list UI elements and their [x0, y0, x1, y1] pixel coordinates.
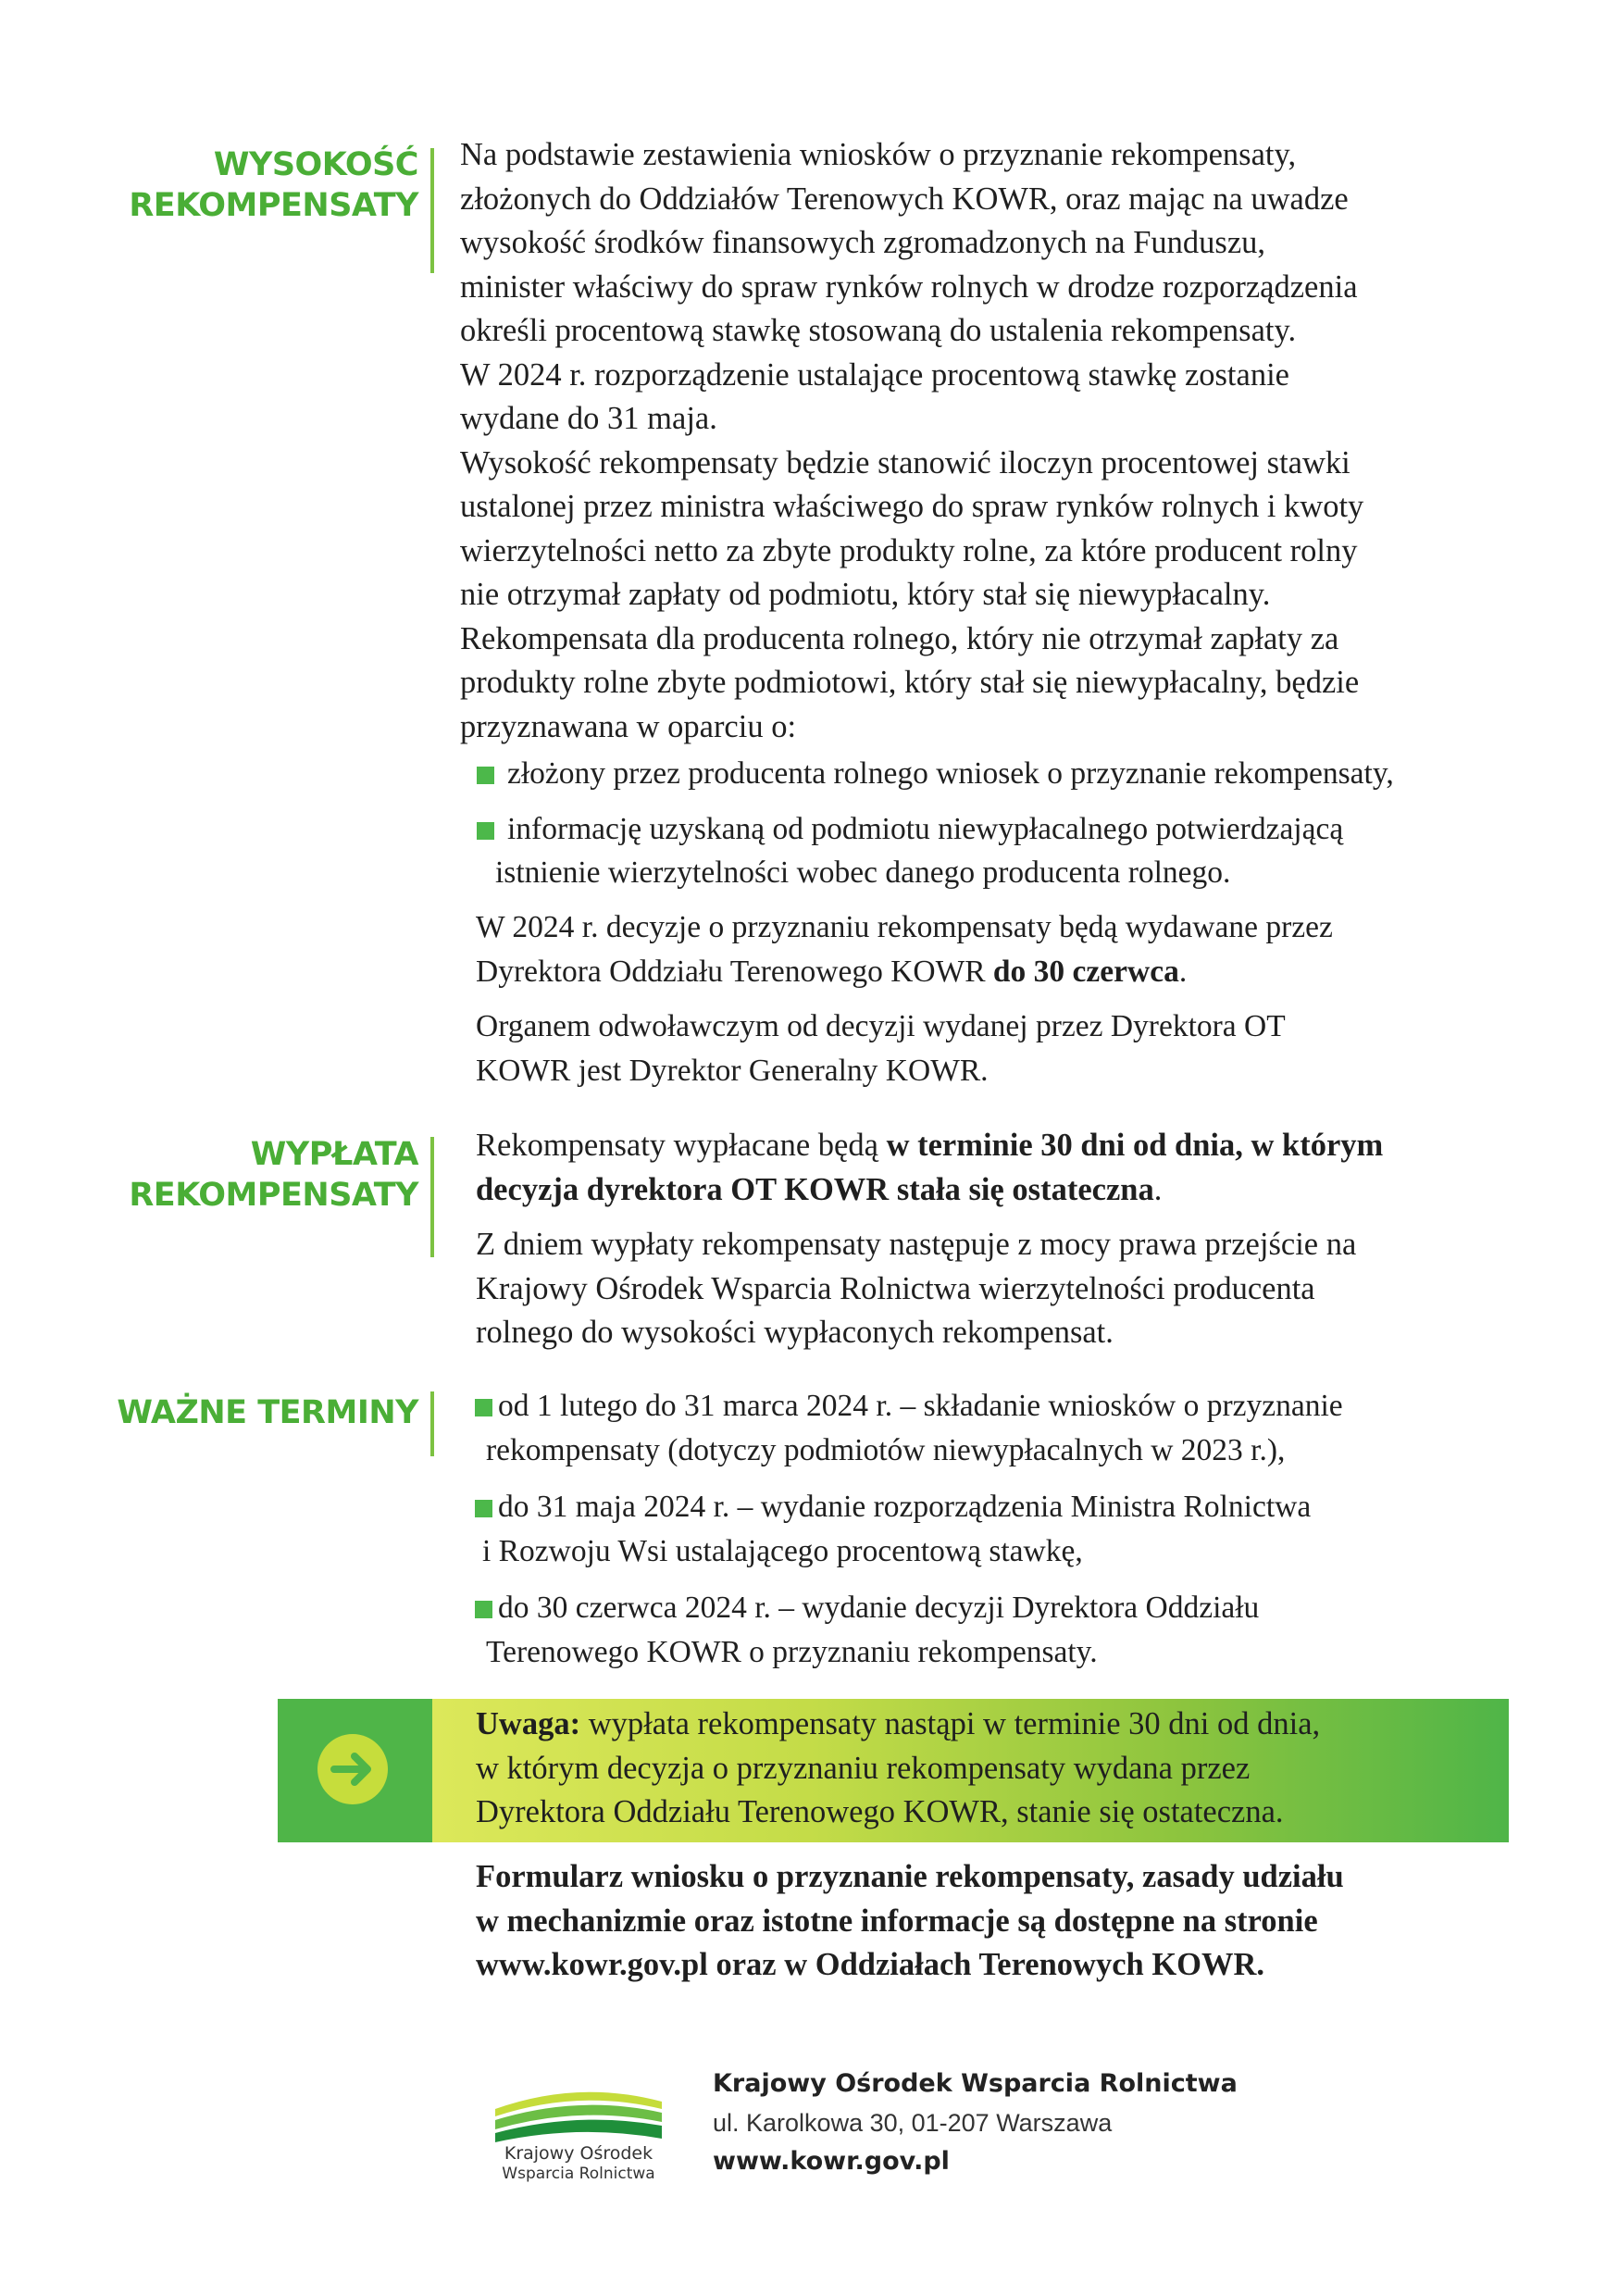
text-line: minister właściwy do spraw rynków rolnych w drodze rozporządzenia — [460, 268, 1358, 305]
section-divider — [430, 1137, 434, 1257]
bullet-square-icon — [477, 822, 494, 840]
section2-text — [476, 1124, 1503, 1355]
section1-text — [460, 133, 1486, 749]
list-item-text: od 1 lutego do 31 marca 2024 r. – składanie wniosków o przyznanie — [498, 1389, 1343, 1423]
text-line — [476, 1168, 1503, 1213]
bullet-list — [477, 752, 1504, 895]
list-item — [477, 752, 1504, 796]
notice-text — [476, 1703, 1503, 1835]
list-item-text: i Rozwoju Wsi ustalającego procentową stawkę, — [482, 1533, 1083, 1568]
text-line: rolnego do wysokości wypłaconych rekompensat. — [476, 1315, 1114, 1350]
text-line: Krajowy Ośrodek Wsparcia Rolnictwa wierzytelności producenta — [476, 1270, 1315, 1306]
arrow-right-circle-icon — [317, 1734, 388, 1804]
text-line: Na podstawie zestawienia wniosków o przyznanie rekompensaty, — [460, 137, 1297, 172]
list-item — [475, 1485, 1502, 1573]
list-item — [475, 1586, 1502, 1674]
text-line: W 2024 r. rozporządzenie ustalające procentową stawkę zostanie — [460, 356, 1289, 393]
section-divider — [430, 148, 434, 273]
deadlines-list — [475, 1384, 1502, 1674]
paragraph — [460, 442, 1486, 750]
bullet-square-icon — [477, 767, 494, 784]
text-span: . — [1178, 954, 1188, 989]
section-heading-wyplata — [129, 1134, 418, 1216]
text-line: wysokość środków finansowych zgromadzonych na Funduszu, — [460, 225, 1266, 260]
heading-line: WYPŁATA — [250, 1136, 418, 1173]
heading-line: REKOMPENSATY — [129, 187, 418, 224]
section1-decision-text — [476, 905, 1503, 1092]
list-item-text: informację uzyskaną od podmiotu niewypłacalnego potwierdzającą — [507, 811, 1344, 846]
website-link[interactable]: www.kowr.gov.pl — [713, 2147, 950, 2176]
footer-contact — [713, 2065, 1238, 2181]
list-item-text: istnienie wierzytelności wobec danego producenta rolnego. — [495, 855, 1231, 890]
text-line — [476, 1703, 1503, 1747]
notice-body — [432, 1699, 1509, 1842]
text-line: KOWR jest Dyrektor Generalny KOWR. — [476, 1053, 989, 1088]
section-heading-wysokosc — [129, 144, 418, 226]
heading-line: REKOMPENSATY — [129, 1177, 418, 1214]
deadline-bold: do 30 czerwca — [992, 954, 1179, 989]
text-span: wypłata rekompensaty nastąpi w terminie 30 dni od dnia, — [588, 1706, 1321, 1741]
text-line: wydane do 31 maja. — [460, 401, 717, 436]
text-span: Rekompensaty wypłacane będą — [476, 1128, 878, 1163]
text-line: Wysokość rekompensaty będzie stanowić iloczyn procentowej stawki — [460, 444, 1350, 480]
bullet-square-icon — [475, 1601, 492, 1618]
list-item-text: do 31 maja 2024 r. – wydanie rozporządzenia Ministra Rolnictwa — [498, 1490, 1312, 1524]
bullet-square-icon — [475, 1399, 492, 1416]
text-line: www.kowr.gov.pl oraz w Oddziałach Terenowych KOWR. — [476, 1947, 1265, 1982]
section-divider — [430, 1391, 434, 1456]
text-line: w mechanizmie oraz istotne informacje są dostępne na stronie — [476, 1903, 1318, 1939]
text-line: w którym decyzja o przyznaniu rekompensaty wydana przez — [476, 1750, 1251, 1786]
paragraph — [460, 133, 1486, 442]
closing-text — [476, 1855, 1503, 1988]
text-span: Dyrektora Oddziału Terenowego KOWR — [476, 954, 986, 989]
text-line: nie otrzymał zapłaty od podmiotu, który stał się niewypłacalny. — [460, 577, 1271, 612]
text-span: . — [1153, 1171, 1163, 1207]
text-line: W 2024 r. decyzje o przyznaniu rekompensaty będą wydawane przez — [476, 910, 1333, 944]
list-item-text: do 30 czerwca 2024 r. – wydanie decyzji Dyrektora Oddziału — [498, 1591, 1260, 1625]
list-item — [477, 807, 1504, 895]
section-heading-terminy — [117, 1392, 418, 1433]
organization-name: Krajowy Ośrodek Wsparcia Rolnictwa — [713, 2069, 1238, 2098]
text-bold: decyzja dyrektora OT KOWR stała się ostateczna — [476, 1171, 1154, 1207]
text-line: Organem odwoławczym od decyzji wydanej przez Dyrektora OT — [476, 1009, 1286, 1043]
heading-line: WAŻNE TERMINY — [117, 1394, 418, 1431]
list-item — [475, 1384, 1502, 1472]
logo-line: Krajowy Ośrodek — [504, 2143, 653, 2164]
text-line: ustalonej przez ministra właściwego do spraw rynków rolnych i kwoty — [460, 489, 1364, 524]
notice-label: Uwaga: — [476, 1706, 581, 1741]
notice-icon-panel — [278, 1699, 432, 1842]
list-item-text: złożony przez producenta rolnego wniosek o przyznanie rekompensaty, — [507, 756, 1394, 791]
address: ul. Karolkowa 30, 01-207 Warszawa — [713, 2109, 1113, 2137]
logo-text — [486, 2143, 671, 2184]
text-line: określi procentową stawkę stosowaną do ustalenia rekompensaty. — [460, 313, 1297, 348]
notice-banner — [278, 1699, 1509, 1842]
text-line: przyznawana w oparciu o: — [460, 708, 797, 744]
text-line — [476, 950, 1503, 994]
text-line: Dyrektora Oddziału Terenowego KOWR, stanie się ostateczna. — [476, 1794, 1284, 1829]
text-bold: w terminie 30 dni od dnia, w którym — [886, 1128, 1384, 1163]
text-line: produkty rolne zbyte podmiotowi, który stał się niewypłacalny, będzie — [460, 665, 1360, 700]
text-line — [476, 1124, 1503, 1168]
logo-line: Wsparcia Rolnictwa — [502, 2165, 655, 2183]
heading-line: WYSOKOŚĆ — [213, 146, 418, 183]
text-line: wierzytelności netto za zbyte produkty rolne, za które producent rolny — [460, 532, 1358, 568]
list-item-text: Terenowego KOWR o przyznaniu rekompensaty. — [486, 1634, 1098, 1669]
text-line: Formularz wniosku o przyznanie rekompensaty, zasady udziału — [476, 1859, 1344, 1894]
list-item-text: rekompensaty (dotyczy podmiotów niewypłacalnych w 2023 r.), — [486, 1432, 1286, 1467]
bullet-square-icon — [475, 1500, 492, 1517]
text-line: złożonych do Oddziałów Terenowych KOWR, oraz mając na uwadze — [460, 181, 1349, 217]
text-line: Rekompensata dla producenta rolnego, który nie otrzymał zapłaty za — [460, 620, 1339, 656]
text-line: Z dniem wypłaty rekompensaty następuje z mocy prawa przejście na — [476, 1227, 1357, 1262]
